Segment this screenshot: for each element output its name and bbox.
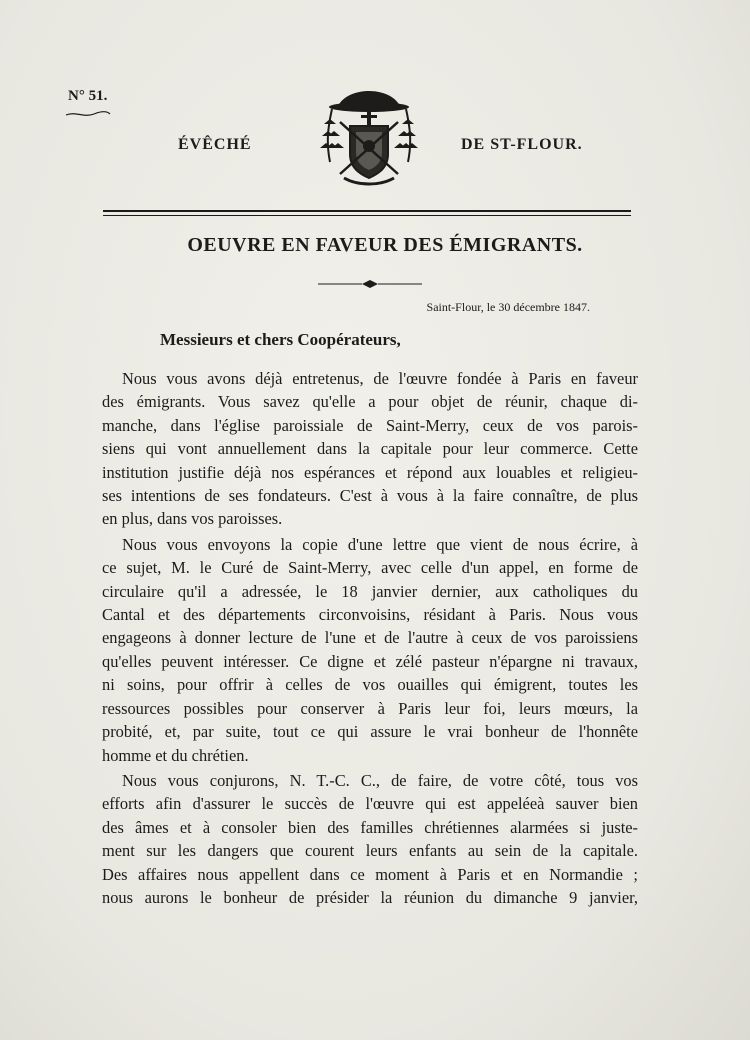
flourish-underline bbox=[64, 110, 112, 118]
text-line: probité, et, par suite, tout ce qui assure le vrai bonheur de l'honnête bbox=[102, 722, 638, 742]
text-line: circulaire qu'il a adressée, le 18 janvier dernier, aux catholiques du bbox=[102, 581, 638, 601]
text-line: homme et du chrétien. bbox=[102, 745, 249, 765]
document-title: OEUVRE EN FAVEUR DES ÉMIGRANTS. bbox=[187, 234, 583, 256]
text-line: Nous vous envoyons la copie d'une lettre que vient de nous écrire, à bbox=[122, 534, 638, 554]
salutation: Messieurs et chers Coopérateurs, bbox=[160, 330, 401, 349]
header-left-title: ÉVÊCHÉ bbox=[178, 136, 252, 153]
text-line: qu'elles peuvent intéresser. Ce digne et zélé pasteur n'épargne ni travaux, bbox=[102, 651, 638, 671]
text-line: nous aurons le bonheur de présider la réunion du dimanche 9 janvier, bbox=[102, 887, 638, 907]
paragraph bbox=[102, 533, 638, 767]
header-rule bbox=[103, 210, 631, 212]
text-line: Cantal et des départements circonvoisins, résidant à Paris. Nous vous bbox=[102, 605, 638, 625]
letter-body bbox=[102, 367, 638, 911]
text-line: des émigrants. Vous savez qu'elle a pour objet de réunir, chaque di- bbox=[102, 392, 638, 412]
text-line: ment sur les dangers que courent leurs enfants au sein de la capitale. bbox=[102, 841, 638, 861]
header-rule-thin bbox=[103, 215, 631, 216]
text-line: ressources possibles pour conserver à Paris leur foi, leurs mœurs, la bbox=[102, 698, 638, 718]
text-line: institution justifie déjà nos espérances et répond aux louables et religieu- bbox=[102, 462, 638, 482]
text-line: des âmes et à consoler bien des familles chrétiennes alarmées si juste- bbox=[102, 817, 638, 837]
text-line: efforts afin d'assurer le succès de l'œuvre qui est appeléeà sauver bien bbox=[102, 794, 638, 814]
text-line: en plus, dans vos paroisses. bbox=[102, 509, 283, 529]
text-line: ses intentions de ses fondateurs. C'est à vous à la faire connaître, de plus bbox=[102, 486, 638, 506]
text-line: manche, dans l'église paroissiale de Saint-Merry, ceux de vos parois- bbox=[102, 415, 638, 435]
text-line: Nous vous conjurons, N. T.-C. C., de faire, de votre côté, tous vos bbox=[122, 770, 638, 790]
paragraph bbox=[102, 769, 638, 909]
title-ornament bbox=[318, 279, 422, 289]
document-number: N° 51. bbox=[68, 88, 108, 104]
episcopal-coat-of-arms-icon bbox=[318, 82, 420, 190]
text-line: siens qui vont annuellement dans la capitale pour leur commerce. Cette bbox=[102, 439, 638, 459]
text-line: engageons à donner lecture de l'une et de l'autre à ceux de vos paroissiens bbox=[102, 628, 638, 648]
paragraph bbox=[102, 367, 638, 531]
text-line: Des affaires nous appellent dans ce moment à Paris et en Normandie ; bbox=[102, 864, 638, 884]
dateline: Saint-Flour, le 30 décembre 1847. bbox=[426, 300, 590, 314]
header-right-title: DE ST-FLOUR. bbox=[461, 136, 583, 153]
text-line: Nous vous avons déjà entretenus, de l'œuvre fondée à Paris en faveur bbox=[122, 369, 638, 388]
text-line: ce sujet, M. le Curé de Saint-Merry, avec celle d'un appel, en forme de bbox=[102, 558, 638, 578]
text-line: ni soins, pour offrir à celles de vos ouailles qui émigrent, toutes les bbox=[102, 675, 638, 695]
